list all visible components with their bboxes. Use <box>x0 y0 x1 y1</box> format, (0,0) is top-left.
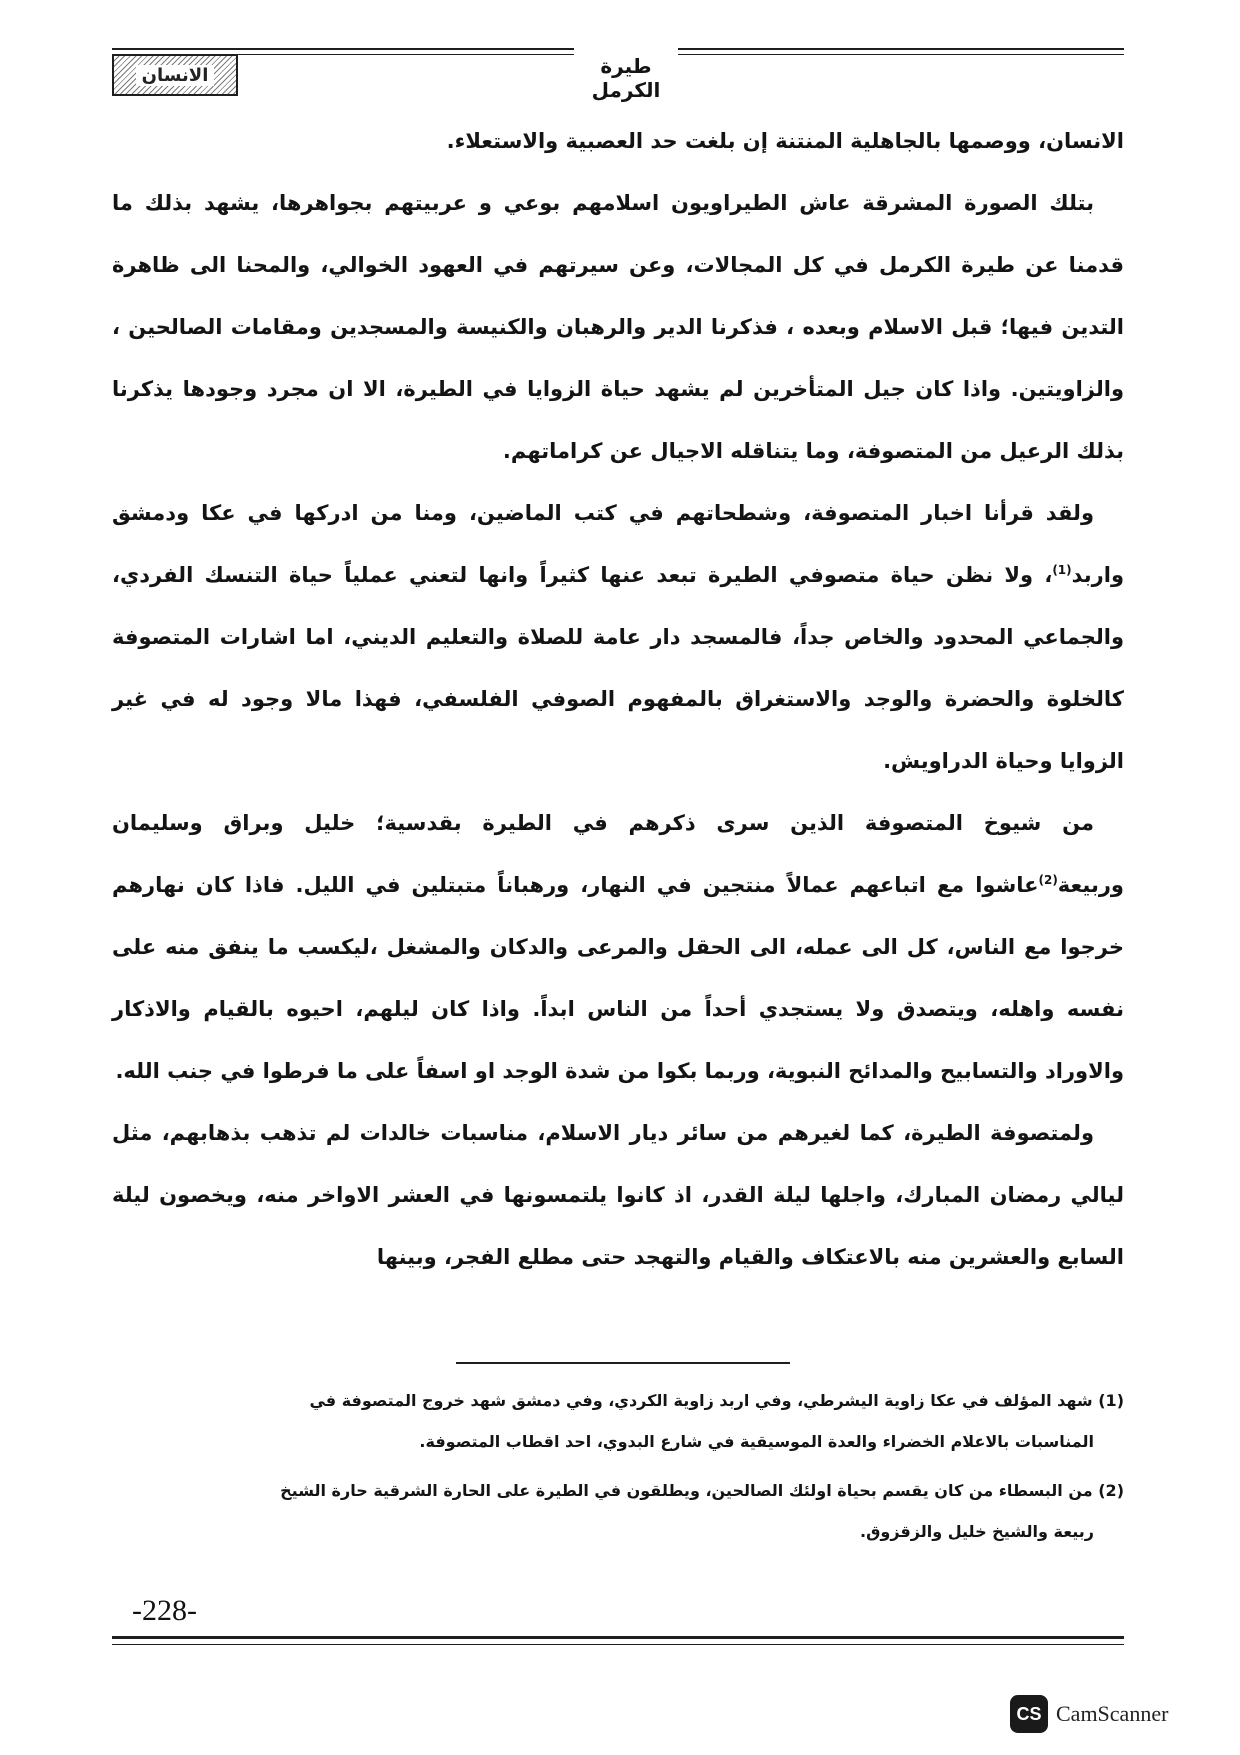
footnote-text: ربيعة والشيخ خليل والزقزوق. <box>860 1522 1094 1541</box>
running-title: طيرة الكرمل <box>591 54 661 102</box>
footnote-marker: (1) <box>1098 1391 1124 1410</box>
footer-rule <box>112 1636 1124 1639</box>
section-tab-label: الانسان <box>136 65 215 86</box>
footnote-text: من البسطاء من كان يقسم بحياة اولئك الصالحين، ويطلقون في الطيرة على الحارة الشرقية حارة الشيخ <box>280 1481 1093 1500</box>
footnote-reference: (2) <box>1038 873 1058 887</box>
page-number: -228- <box>132 1594 197 1627</box>
section-tab <box>112 54 238 96</box>
footnote-1 <box>112 1380 1124 1462</box>
page-header <box>112 44 1124 104</box>
paragraph <box>112 792 1124 1102</box>
header-rule <box>112 48 574 50</box>
footnote-text: المناسبات بالاعلام الخضراء والعدة الموسيقية في شارع البدوي، احد اقطاب المتصوفة. <box>419 1432 1094 1451</box>
footnote-marker: (2) <box>1098 1481 1124 1500</box>
footnote-2 <box>112 1470 1124 1552</box>
header-rule <box>678 54 1124 55</box>
scanner-watermark <box>1010 1694 1168 1734</box>
paragraph-text: ، ولا نظن حياة متصوفي الطيرة تبعد عنها كثيراً وانها لتعني عملياً حياة التنسك الفردي، والجماعي المحدود والخاص جداً، فالمسجد دار عامة للصلاة والتعليم الديني، اما اشارات المتصوفة كالخلوة والحضرة والوجد والاستغراق بالمفهوم الصوفي الفلسفي، فهذا مالا وجود له في غير الزوايا وحياة الدراويش. <box>112 563 1124 773</box>
paragraph-text: ولقد قرأنا اخبار المتصوفة، وشطحاتهم في كتب الماضين، ومنا من ادركها في عكا ودمشق واربد <box>112 501 1124 587</box>
paragraph: الانسان، ووصمها بالجاهلية المنتنة إن بلغت حد العصبية والاستعلاء. <box>446 129 1124 153</box>
header-rule <box>678 48 1124 50</box>
footnotes <box>112 1380 1124 1560</box>
paragraph: ولمتصوفة الطيرة، كما لغيرهم من سائر ديار الاسلام، مناسبات خالدات لم تذهب بذهابهم، مثل ليالي رمضان المبارك، واجلها ليلة القدر، اذ كانوا يلتمسونها في العشر الاواخر منه، ويخصون ليلة السابع والعشرين منه بالاعتكاف والقيام والتهجد حتى مطلع الفجر، وبينها <box>112 1121 1124 1269</box>
footnote-reference: (1) <box>1052 563 1072 577</box>
paragraph: بتلك الصورة المشرقة عاش الطيراويون اسلامهم بوعي و عربيتهم بجواهرها، يشهد بذلك ما قدمنا عن طيرة الكرمل في كل المجالات، وعن سيرتهم في العهود الخوالي، والمحنا الى ظاهرة التدين فيها؛ قبل الاسلام وبعده ، فذكرنا الدير والرهبان والكنيسة والمسجدين ومقامات الصالحين ، والزاويتين. واذا كان جيل المتأخرين لم يشهد حياة الزوايا في الطيرة، الا ان مجرد وجودها يذكرنا بذلك الرعيل من المتصوفة، وما يتناقله الاجيال عن كراماتهم. <box>112 191 1124 463</box>
paragraph <box>112 482 1124 792</box>
paragraph-text: من شيوخ المتصوفة الذين سرى ذكرهم في الطيرة بقدسية؛ خليل وبراق وسليمان وربيعة <box>112 811 1124 897</box>
footnote-text: شهد المؤلف في عكا زاوية اليشرطي، وفي اربد زاوية الكردي، وفي دمشق شهد خروج المتصوفة في <box>309 1391 1093 1410</box>
paragraph-text: عاشوا مع اتباعهم عمالاً منتجين في النهار، ورهباناً متبتلين في الليل. فاذا كان نهارهم خرجوا مع الناس، كل الى عمله، الى الحقل والمرعى والدكان والمشغل ،ليكسب ما ينفق منه على نفسه واهله، ويتصدق ولا يستجدي أحداً من الناس ابداً. واذا كان ليلهم، احيوه بالقيام والاذكار والاوراد والتسابيح والمدائح النبوية، وربما بكوا من شدة الوجد او اسفاً على ما فرطوا في جنب الله. <box>112 873 1124 1083</box>
scanner-name: CamScanner <box>1056 1701 1169 1726</box>
footer-rule <box>112 1644 1124 1645</box>
footnote-separator <box>456 1362 790 1364</box>
body-text <box>112 110 1124 1288</box>
camscanner-logo-icon: CS <box>1010 1695 1048 1733</box>
